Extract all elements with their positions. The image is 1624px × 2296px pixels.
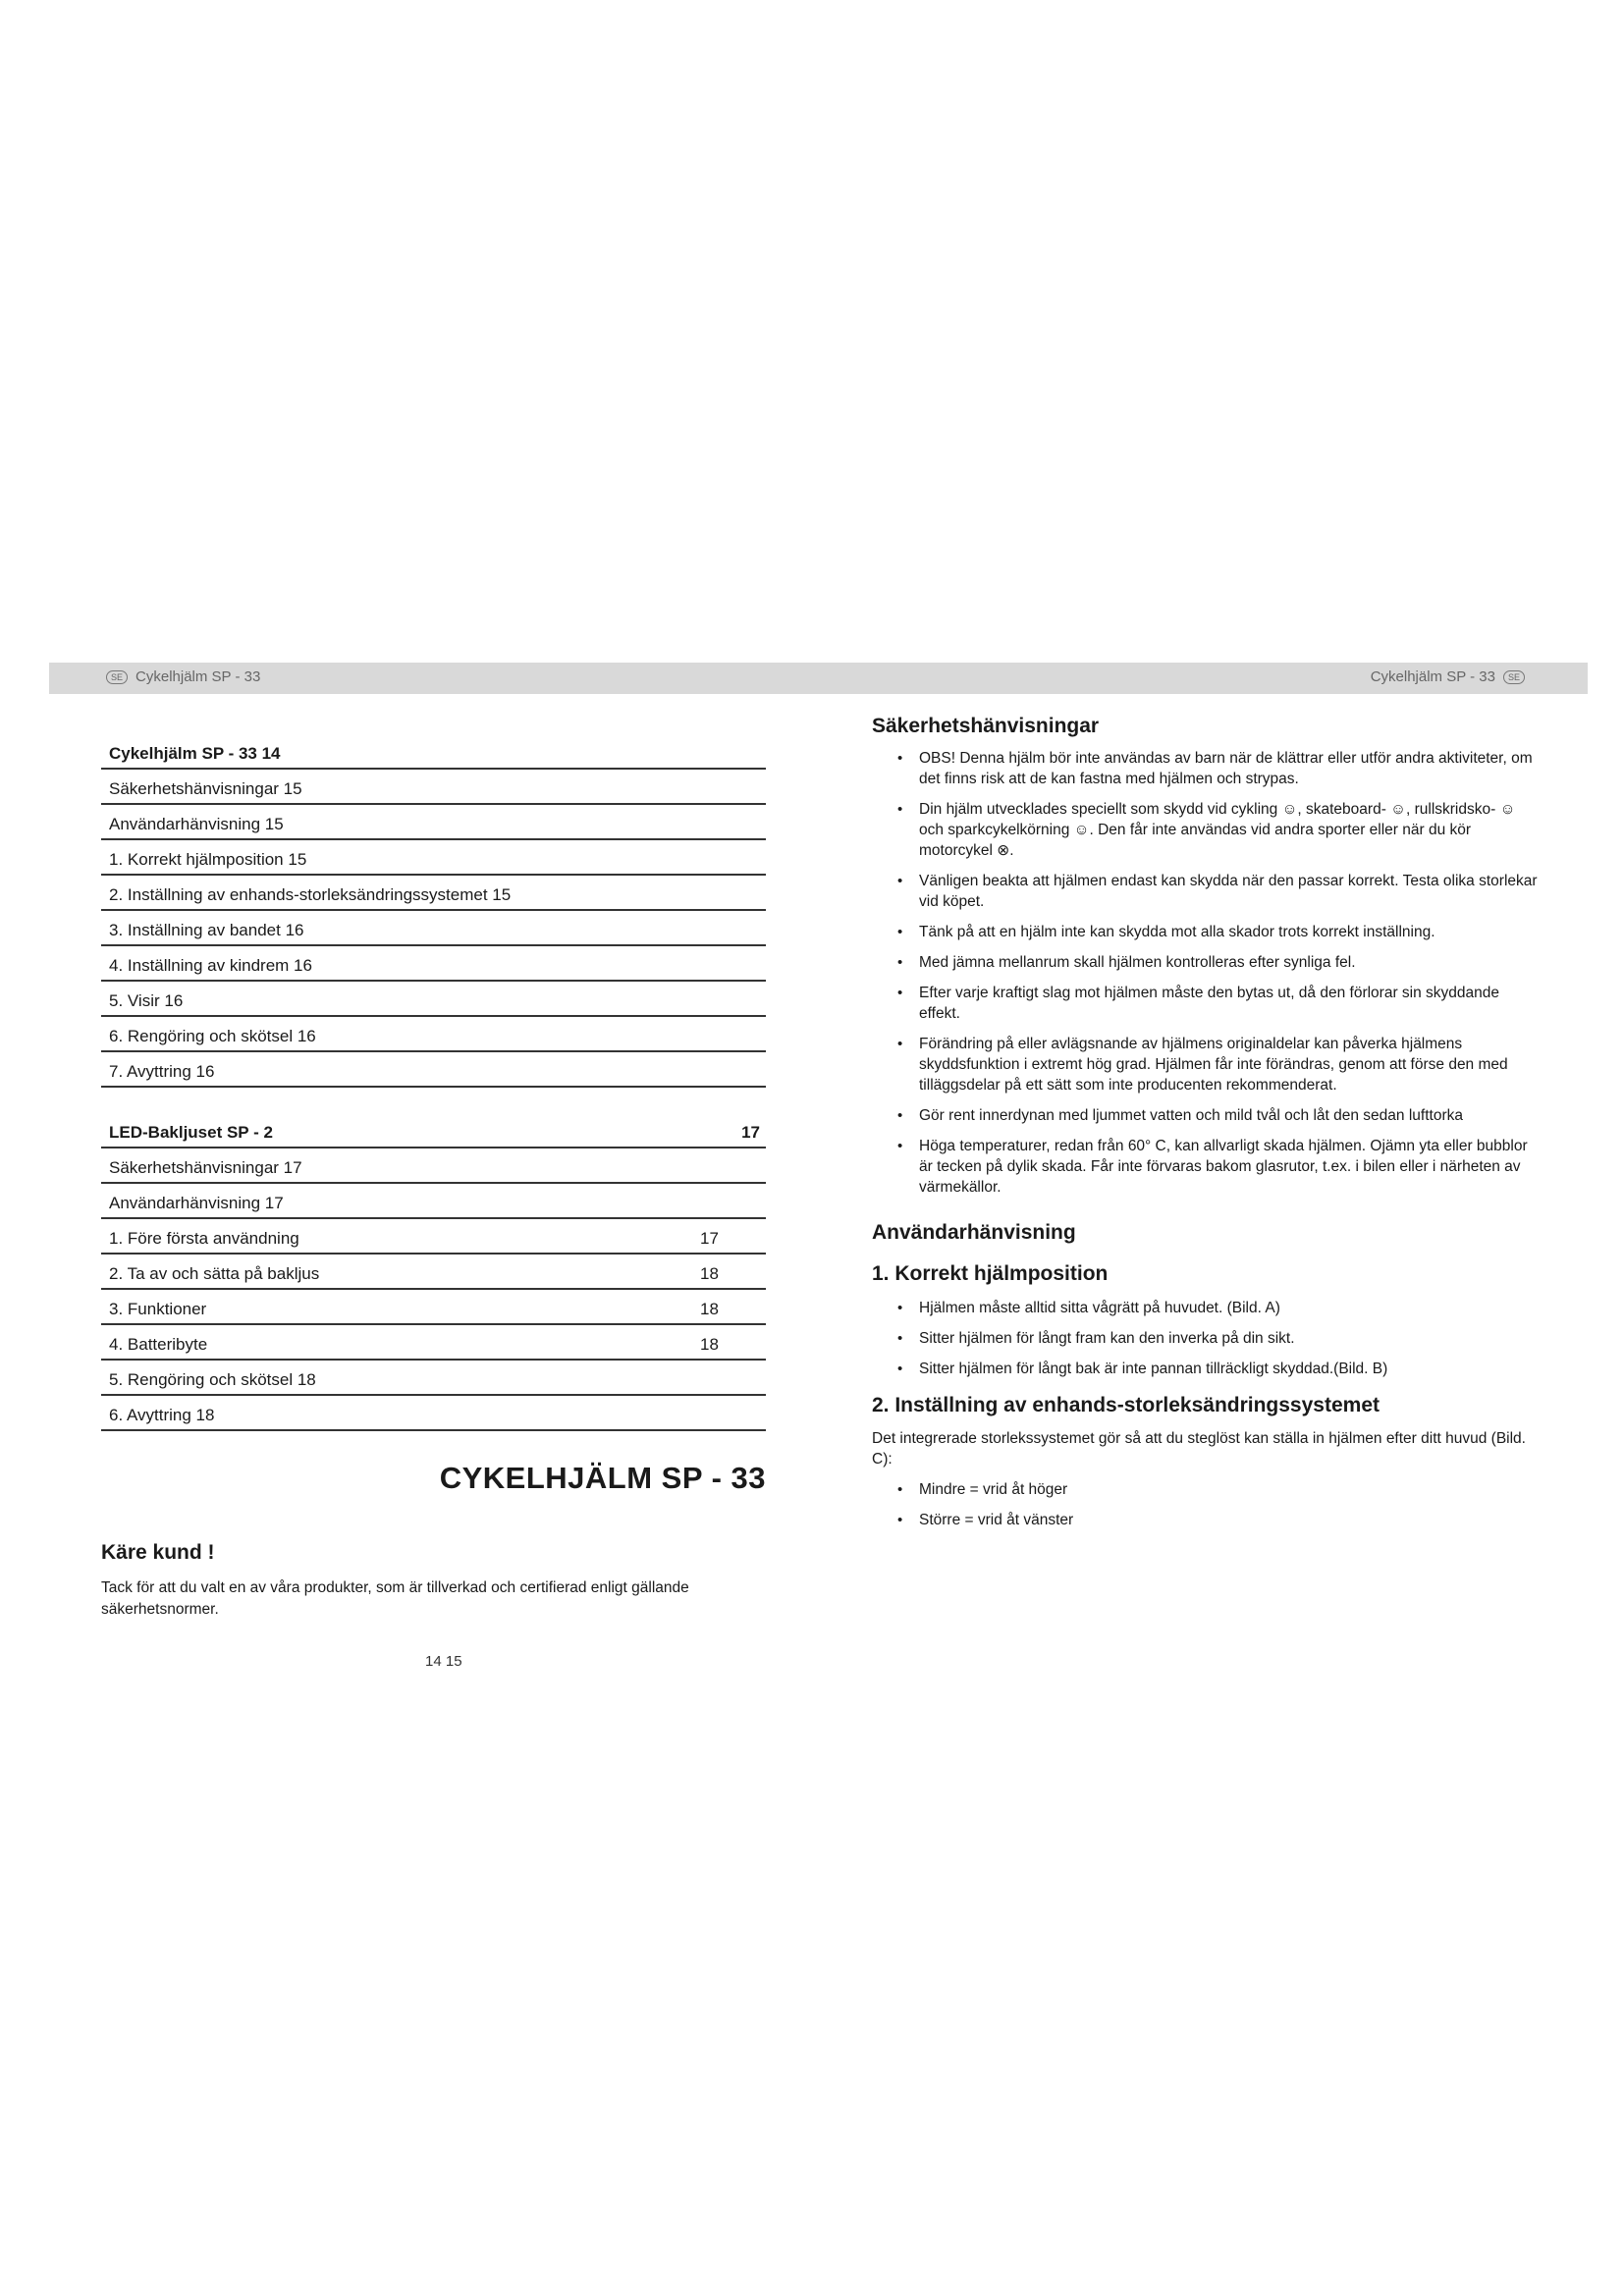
size-list	[872, 1479, 1540, 1540]
toc-heading: Cykelhjälm SP - 33 14	[101, 734, 766, 770]
toc-row: 4. Batteribyte 18	[101, 1325, 766, 1361]
language-badge: SE	[106, 670, 128, 684]
toc-row: 3. Inställning av bandet 16	[101, 911, 766, 946]
list-item: • Större = vrid åt vänster	[897, 1512, 1074, 1528]
toc-row: 3. Funktioner 18	[101, 1290, 766, 1325]
list-item: • OBS! Denna hjälm bör inte användas av barn när de klättrar eller utför andra aktiviteter, om det finns risk att de kan fastna med hjälmen och strypas.	[897, 750, 1533, 787]
list-item: • Förändring på eller avlägsnande av hjälmens originaldelar kan påverka hjälmens skyddsfunktion i extremt hög grad. Hjälmen får inte förändras, genom att förse den med tilläggsdelar på ett sätt som inte producenten rekommenderat.	[897, 1036, 1508, 1094]
toc-row: 2. Ta av och sätta på bakljus 18	[101, 1255, 766, 1290]
page-numbers: 14 15	[425, 1653, 462, 1670]
list-item: • Sitter hjälmen för långt fram kan den inverka på din sikt.	[897, 1330, 1295, 1347]
intro-paragraph: Tack för att du valt en av våra produkter, som är tillverkad och certifierad enligt gällande säkerhetsnormer.	[101, 1579, 689, 1618]
toc-row: Användarhänvisning 15	[101, 805, 766, 840]
toc-row: Användarhänvisning 17	[101, 1184, 766, 1219]
toc-row: Säkerhetshänvisningar 15	[101, 770, 766, 805]
list-item: • Höga temperaturer, redan från 60° C, kan allvarligt skada hjälmen. Ojämn yta eller bubblor är tecken på dylik skada. Får inte förvaras bakom glasrutor, t.ex. i bilen eller i närheten av värmekällor.	[897, 1138, 1528, 1196]
toc-row: 1. Före första användning 17	[101, 1219, 766, 1255]
toc-row: 6. Rengöring och skötsel 16	[101, 1017, 766, 1052]
position-heading: 1. Korrekt hjälmposition	[872, 1262, 1109, 1285]
list-item: • Vänligen beakta att hjälmen endast kan skydda när den passar korrekt. Testa olika storlekar vid köpet.	[897, 873, 1538, 910]
usage-heading: Användarhänvisning	[872, 1221, 1076, 1244]
size-paragraph: Det integrerade storlekssystemet gör så att du steglöst kan ställa in hjälmen efter ditt huvud (Bild. C):	[872, 1430, 1526, 1468]
safety-heading: Säkerhetshänvisningar	[872, 715, 1100, 737]
header-right	[1371, 668, 1533, 685]
toc-row: 1. Korrekt hjälmposition 15	[101, 840, 766, 876]
header-title-left: Cykelhjälm SP - 33	[135, 668, 261, 685]
list-item: • Efter varje kraftigt slag mot hjälmen måste den bytas ut, då den förlorar sin skyddande effekt.	[897, 985, 1500, 1022]
safety-list	[872, 748, 1540, 1207]
list-item: • Sitter hjälmen för långt bak är inte pannan tillräckligt skyddad.(Bild. B)	[897, 1361, 1388, 1377]
list-item: • Gör rent innerdynan med ljummet vatten och mild tvål och låt den sedan lufttorka	[897, 1107, 1463, 1124]
header-title-right: Cykelhjälm SP - 33	[1370, 668, 1495, 685]
document-title: CYKELHJÄLM SP - 33	[439, 1461, 766, 1495]
toc-row: 7. Avyttring 16	[101, 1052, 766, 1088]
running-header	[49, 663, 1588, 694]
toc-row: 5. Visir 16	[101, 982, 766, 1017]
list-item: • Tänk på att en hjälm inte kan skydda mot alla skador trots korrekt inställning.	[897, 924, 1435, 940]
header-left	[98, 668, 260, 685]
language-badge: SE	[1503, 670, 1525, 684]
toc-helmet	[101, 734, 766, 1088]
toc-row: 5. Rengöring och skötsel 18	[101, 1361, 766, 1396]
list-item: • Hjälmen måste alltid sitta vågrätt på huvudet. (Bild. A)	[897, 1300, 1280, 1316]
list-item: • Din hjälm utvecklades speciellt som skydd vid cykling ☺, skateboard- ☺, rullskridsko- ☺ och sparkcykelkörning ☺. Den får inte användas vid andra sporter eller när du kör motorcykel ⊗.	[897, 801, 1516, 859]
position-list	[872, 1298, 1540, 1389]
toc-row: 2. Inställning av enhands-storleksändringssystemet 15	[101, 876, 766, 911]
toc-heading: LED-Bakljuset SP - 2 17	[101, 1113, 766, 1148]
greeting-heading: Käre kund !	[101, 1541, 215, 1564]
list-item: • Mindre = vrid åt höger	[897, 1481, 1068, 1498]
toc-taillight	[101, 1113, 766, 1431]
size-heading: 2. Inställning av enhands-storleksändringssystemet	[872, 1394, 1380, 1416]
toc-row: Säkerhetshänvisningar 17	[101, 1148, 766, 1184]
list-item: • Med jämna mellanrum skall hjälmen kontrolleras efter synliga fel.	[897, 954, 1356, 971]
toc-row: 6. Avyttring 18	[101, 1396, 766, 1431]
toc-row: 4. Inställning av kindrem 16	[101, 946, 766, 982]
